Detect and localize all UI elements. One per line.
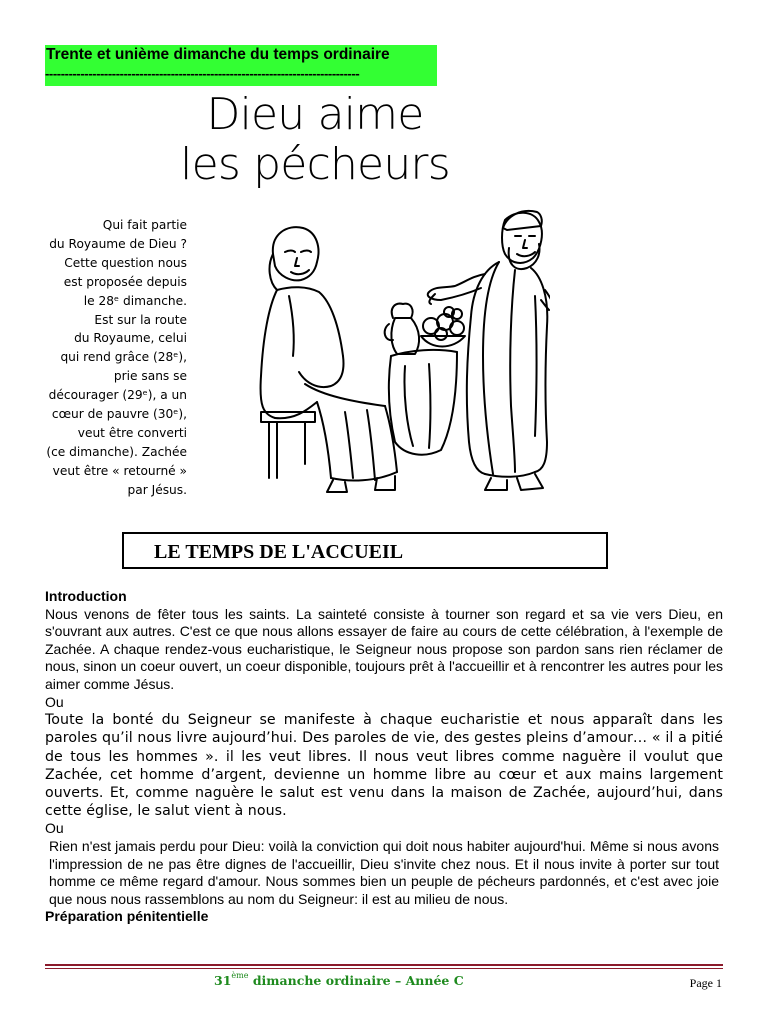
footer-ordinal: ème: [231, 971, 249, 980]
caption-line: prie sans se: [113, 369, 187, 384]
caption-line: du Royaume de Dieu ?: [49, 236, 187, 251]
figure-title-line-1: Dieu aime: [206, 89, 424, 140]
caption-line: veut être « retourné »: [52, 463, 187, 478]
caption-line: Est sur la route: [94, 312, 187, 327]
caption-line: (ce dimanche). Zachée: [46, 444, 187, 459]
footer-title-text: dimanche ordinaire – Année C: [248, 973, 464, 988]
footer-title: [214, 973, 464, 988]
alternative-marker: Ou: [45, 820, 64, 837]
section-heading-box: [122, 532, 608, 569]
page-number: Page 1: [689, 976, 722, 990]
caption-line: veut être converti: [77, 425, 187, 440]
penitential-heading: Préparation pénitentielle: [45, 908, 209, 925]
header-highlight: [45, 45, 437, 87]
paragraph: Nous venons de fêter tous les saints. La sainteté consiste à tourner son regard et sa vie vers Dieu, en s'ouvrant aux autres. C'est ce que nous allons essayer de faire au cours de cette célébration, à l'exemple de Zachée. A chaque rendez-vous eucharistique, le Seigneur nous propose son pardon sans rien réclamer de nous, sinon un coeur ouvert, un coeur disponible, toujours prêt à l'accueillir et à rencontrer les autres pour les aimer comme Jésus.: [45, 605, 723, 692]
caption-line: qui rend grâce (28ᵉ),: [60, 350, 187, 365]
caption-line: le 28ᵉ dimanche.: [83, 293, 187, 308]
footer-rule-thin: [45, 968, 723, 969]
paragraph: Toute la bonté du Seigneur se manifeste à chaque eucharistie et nous apparaît dans les paroles qu’il nous livre aujourd’hui. Des paroles de vie, des gestes pleins d’amour… « il a pitié de tous les hommes ». il les veut libres. Il nous veut libres comme naguère il voulut que Zachée, cet homme d’argent, devienne un homme libre au cœur et aux mains largement ouverts. Et, comme naguère le salut est venu dans la maison de Zachée, aujourd’hui, dans cette église, le salut vient à nous.: [45, 712, 723, 820]
paragraph: Rien n'est jamais perdu pour Dieu: voilà la conviction qui doit nous habiter aujourd'hui. Même si nous avons l'impression de ne pas être dignes de l'accueillir, Dieu s'invite chez nous. Et il nous invite à porter sur tout homme ce même regard d'amour. Nous sommes bien un peuple de pécheurs pardonnés, et c'est avec joie que nous nous rassemblons au nom du Seigneur: il est au milieu de nous.: [49, 837, 719, 907]
document-title: Trente et unième dimanche du temps ordinaire: [46, 46, 390, 63]
caption-line: Cette question nous: [64, 255, 187, 270]
section-title: LE TEMPS DE L'ACCUEIL: [154, 541, 404, 563]
alternative-marker: Ou: [45, 693, 64, 710]
caption-line: du Royaume, celui: [74, 331, 187, 346]
caption-line: par Jésus.: [127, 482, 187, 497]
caption-line: est proposée depuis: [63, 274, 187, 289]
jesus-and-zacchaeus-drawing: [245, 206, 550, 511]
introduction-heading: Introduction: [45, 588, 127, 604]
figure-title-line-2: les pécheurs: [180, 139, 450, 190]
footer-rule: [45, 964, 723, 970]
caption-line: cœur de pauvre (30ᵉ),: [51, 407, 187, 422]
caption-line: Qui fait partie: [102, 218, 187, 232]
body-text: [45, 588, 723, 926]
figure-caption: [45, 216, 187, 500]
caption-line: décourager (29ᵉ), a un: [48, 388, 187, 403]
footer-number: 31: [214, 973, 232, 988]
footer-rule-thick: [45, 964, 723, 966]
figure-title: [165, 90, 465, 190]
illustration-figure: [45, 86, 550, 514]
dashed-separator: --------------------------------------------------------------------------------: [45, 66, 360, 81]
